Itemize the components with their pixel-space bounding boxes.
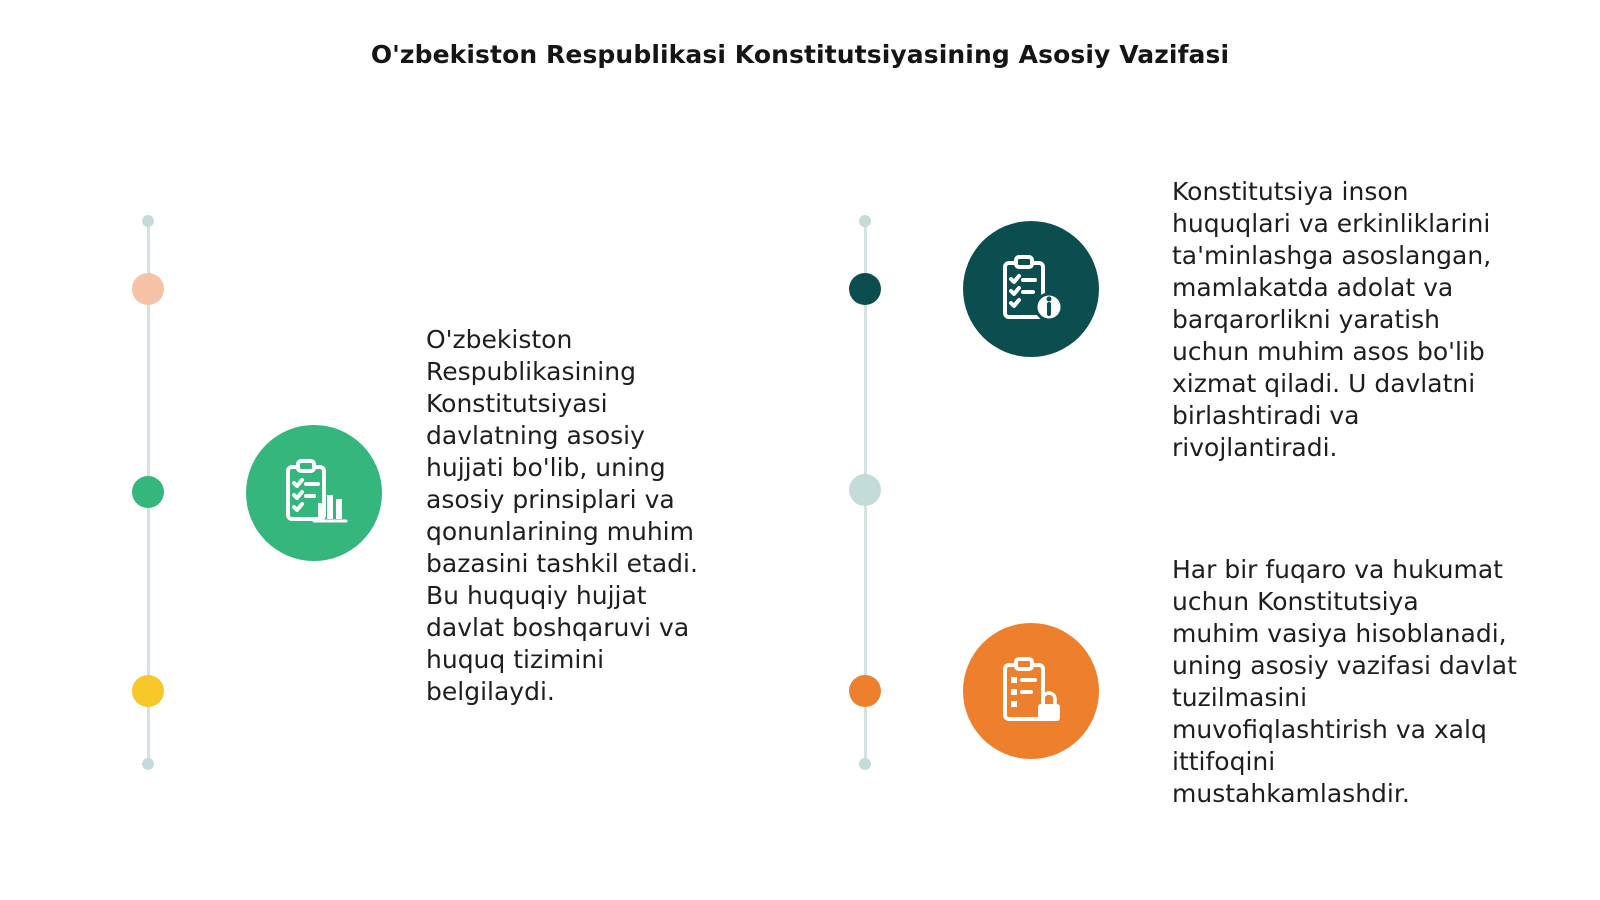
clipboard-chart-badge (246, 425, 382, 561)
page-title: O'zbekiston Respublikasi Konstitutsiyasining Asosiy Vazifasi (370, 40, 1230, 69)
left-timeline-top-cap (142, 215, 154, 227)
clipboard-lock-icon (993, 653, 1069, 729)
right-timeline-top-cap (859, 215, 871, 227)
right-timeline-dot-orange (849, 675, 881, 707)
item-2-text: Konstitutsiya inson huquqlari va erkinliklarini ta'minlashga asoslangan, mamlakatda adolat va barqarorlikni yaratish uchun muhim asos bo'lib xizmat qiladi. U davlatni birlashtiradi va rivojlantiradi. (1172, 177, 1492, 462)
left-timeline-dot-green (132, 476, 164, 508)
clipboard-info-badge (963, 221, 1099, 357)
right-timeline-dot-dark-teal (849, 273, 881, 305)
left-timeline-dot-peach (132, 273, 164, 305)
left-timeline-bottom-cap (142, 758, 154, 770)
clipboard-info-icon (993, 251, 1069, 327)
item-1-text: O'zbekiston Respublikasining Konstitutsiyasi davlatning asosiy hujjati bo'lib, uning asosiy prinsiplari va qonunlarining muhim bazasini tashkil etadi. Bu huquqiy hujjat davlat boshqaruvi va huquq tizimini belgilaydi. (426, 325, 698, 706)
right-timeline-dot-light-teal (849, 474, 881, 506)
left-timeline-dot-yellow (132, 675, 164, 707)
clipboard-lock-badge (963, 623, 1099, 759)
item-3-text: Har bir fuqaro va hukumat uchun Konstitutsiya muhim vasiya hisoblanadi, uning asosiy vazifasi davlat tuzilmasini muvofiqlashtirish va xalq ittifoqini mustahkamlashdir. (1172, 555, 1517, 808)
clipboard-chart-icon (276, 455, 352, 531)
right-timeline-bottom-cap (859, 758, 871, 770)
